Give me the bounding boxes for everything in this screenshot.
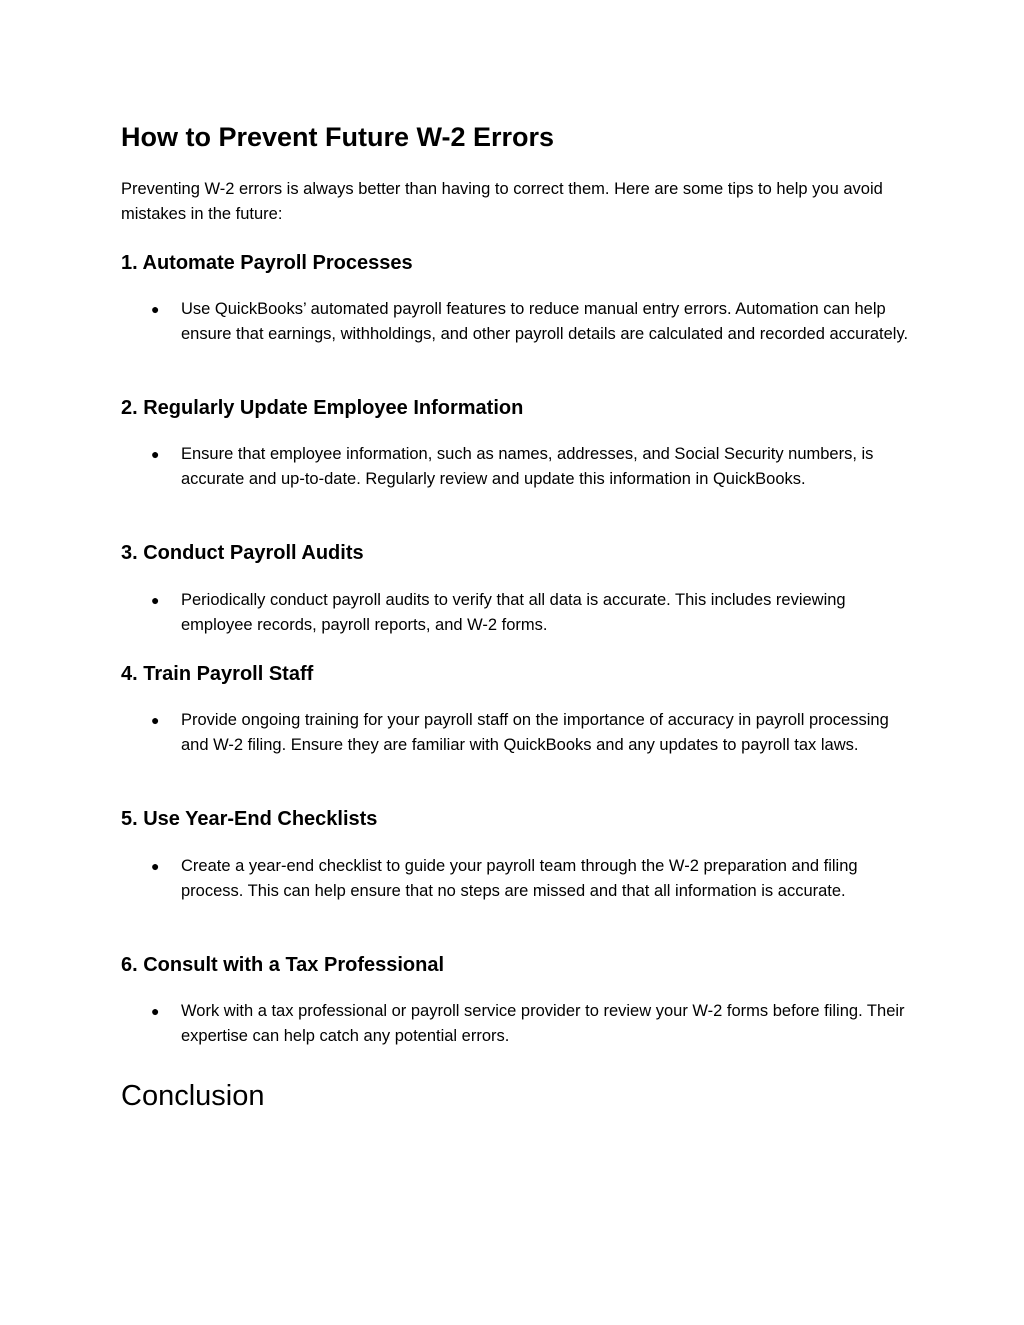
list-item <box>151 999 911 1048</box>
list-item-text: Create a year-end checklist to guide your payroll team through the W-2 preparation and filing process. This can help ensure that no steps are missed and that all information is accurate. <box>181 857 858 900</box>
list-item <box>151 297 911 346</box>
section-heading-automate: 1. Automate Payroll Processes <box>121 252 413 274</box>
list-item-text: Ensure that employee information, such as names, addresses, and Social Security numbers, is accurate and up-to-date. Regularly review and update this information in QuickBooks. <box>181 445 874 488</box>
bullet-icon: ● <box>151 1003 160 1019</box>
section-heading-update-info: 2. Regularly Update Employee Information <box>121 397 524 419</box>
list-item <box>151 854 911 903</box>
list-item-text: Use QuickBooks’ automated payroll features to reduce manual entry errors. Automation can help ensure that earnings, withholdings, and other payroll details are calculated and recorded accurately. <box>181 300 909 343</box>
list-item <box>151 588 911 637</box>
bullet-icon: ● <box>151 446 160 462</box>
section-heading-train: 4. Train Payroll Staff <box>121 663 314 685</box>
page-title: How to Prevent Future W-2 Errors <box>121 122 555 152</box>
section-heading-audits: 3. Conduct Payroll Audits <box>121 542 364 564</box>
conclusion-heading: Conclusion <box>121 1080 265 1112</box>
bullet-icon: ● <box>151 858 160 874</box>
bullet-icon: ● <box>151 712 160 728</box>
bullet-icon: ● <box>151 592 160 608</box>
section-heading-consult: 6. Consult with a Tax Professional <box>121 954 445 976</box>
list-item-text: Periodically conduct payroll audits to verify that all data is accurate. This includes reviewing employee records, payroll reports, and W-2 forms. <box>181 591 846 634</box>
list-item-text: Work with a tax professional or payroll service provider to review your W-2 forms before filing. Their expertise can help catch any potential errors. <box>181 1002 905 1045</box>
bullet-icon: ● <box>151 301 160 317</box>
intro-paragraph: Preventing W-2 errors is always better than having to correct them. Here are some tips to help you avoid mistakes in the future: <box>121 180 883 223</box>
list-item <box>151 708 911 757</box>
section-heading-checklists: 5. Use Year-End Checklists <box>121 808 378 830</box>
list-item-text: Provide ongoing training for your payroll staff on the importance of accuracy in payroll processing and W-2 filing. Ensure they are familiar with QuickBooks and any updates to payroll tax laws. <box>181 711 889 754</box>
list-item <box>151 442 911 491</box>
